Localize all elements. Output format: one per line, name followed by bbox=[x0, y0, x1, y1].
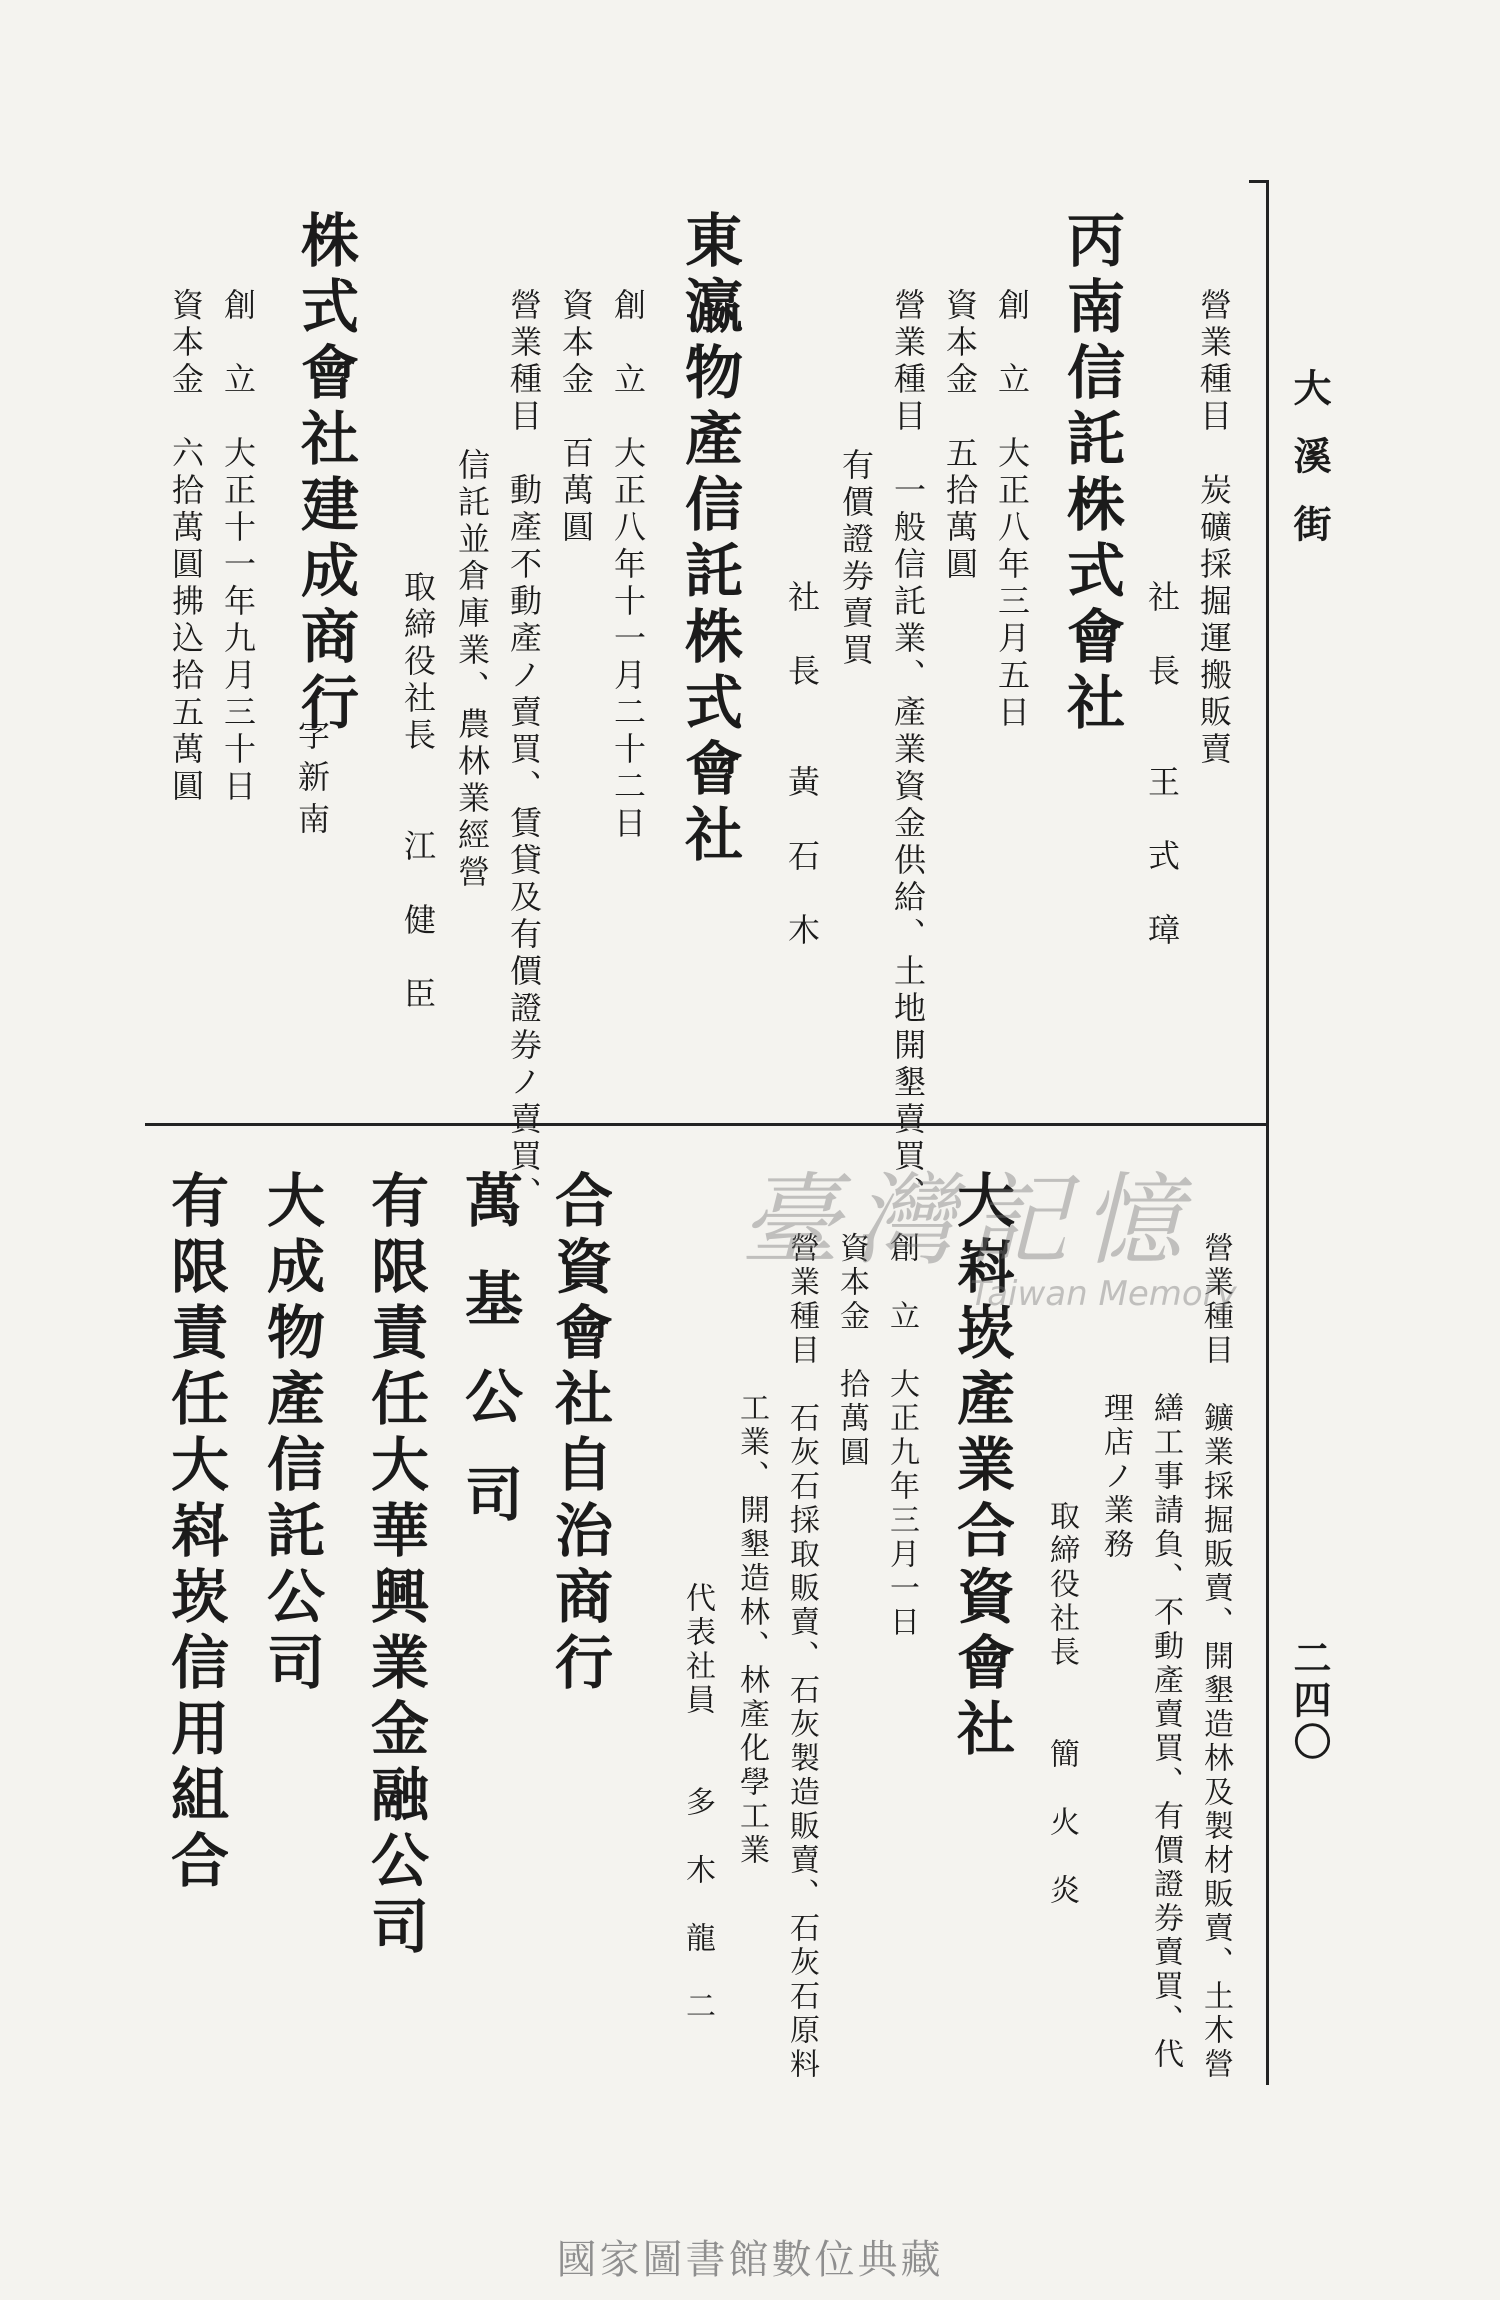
jiancheng-capital: 資本金 六拾萬圓拂込拾五萬圓 bbox=[167, 288, 205, 806]
prev-entry-business-line-3: 理店ノ業務 bbox=[1098, 1392, 1133, 1562]
bingnan-business-line-2: 有價證券賣買 bbox=[837, 448, 875, 670]
dongying-business-line-2: 信託並倉庫業、農林業經營 bbox=[453, 448, 491, 892]
bingnan-capital: 資本金 五拾萬圓 bbox=[941, 288, 979, 584]
daxi-coal-business-line-2: 工業、開墾造林、林產化學工業 bbox=[734, 1392, 769, 1868]
bingnan-founded: 創 立 大正八年三月五日 bbox=[993, 288, 1031, 732]
bingnan-officer: 社 長 黃 石 木 bbox=[783, 580, 821, 950]
dongying-officer: 取締役社長 江 健 臣 bbox=[399, 570, 437, 1014]
prev-entry-officer-bottom: 取締役社長 簡 火 炎 bbox=[1044, 1500, 1079, 1908]
prev-entry-officer: 社 長 王 式 璋 bbox=[1143, 580, 1181, 950]
prev-entry-business-line-1: 營業種目 鑛業採掘販賣、開墾造林及製材販賣、土木營 bbox=[1198, 1232, 1233, 2082]
dongying-business-line-1: 營業種目 動產不動產ノ賣買、賃貸及有價證券ノ賣買、 bbox=[505, 288, 543, 1213]
prev-entry-business: 營業種目 炭礦採掘運搬販賣 bbox=[1195, 288, 1233, 769]
company-title-jiancheng: 株式會社建成商行 bbox=[291, 210, 359, 738]
dongying-founded: 創 立 大正八年十一月二十二日 bbox=[609, 288, 647, 843]
company-title-daxi-coal: 大嵙崁產業合資會社 bbox=[947, 1170, 1015, 1764]
company-name-credit-union: 有限責任大嵙崁信用組合 bbox=[161, 1170, 229, 1896]
company-title-dongying: 東瀛物產信託株式會社 bbox=[675, 210, 743, 870]
running-header-place: 大溪街 bbox=[1287, 368, 1332, 572]
company-name-wanji: 萬基公司 bbox=[455, 1170, 523, 1562]
jiancheng-trade-name: 字新南 bbox=[293, 718, 331, 844]
daxi-coal-capital: 資本金 拾萬圓 bbox=[834, 1232, 869, 1470]
watermark-text: 臺灣記憶 bbox=[740, 1162, 1196, 1279]
section-divider-rule bbox=[145, 1123, 1269, 1126]
company-title-bingnan: 丙南信託株式會社 bbox=[1057, 210, 1125, 738]
company-name-dacheng: 大成物產信託公司 bbox=[257, 1170, 325, 1698]
footer-credit: 國家圖書館數位典藏 bbox=[556, 2237, 944, 2283]
jiancheng-founded: 創 立 大正十一年九月三十日 bbox=[219, 288, 257, 806]
daxi-coal-business-line-1: 營業種目 石灰石採取販賣、石灰製造販賣、石灰石原料 bbox=[784, 1232, 819, 2082]
watermark-subtext: Taiwan Memory bbox=[970, 1274, 1237, 1314]
dongying-capital: 資本金 百萬圓 bbox=[557, 288, 595, 547]
top-right-tick bbox=[1249, 180, 1269, 183]
daxi-coal-founded: 創 立 大正九年三月一日 bbox=[884, 1232, 919, 1640]
daxi-coal-officer: 代表社員 多 木 龍 二 bbox=[680, 1582, 715, 2024]
right-vertical-rule bbox=[1266, 180, 1269, 2085]
prev-entry-business-line-2: 繕工事請負、不動產賣買、有價證券賣買、代 bbox=[1148, 1392, 1183, 2072]
page-number: 二四〇 bbox=[1287, 1638, 1332, 1764]
taiwan-memory-watermark bbox=[740, 1140, 1260, 1320]
company-name-dahua: 有限責任大華興業金融公司 bbox=[361, 1170, 429, 1962]
company-name-zizhi: 合資會社自治商行 bbox=[545, 1170, 613, 1698]
bingnan-business-line-1: 營業種目 一般信託業、產業資金供給、土地開墾賣買、 bbox=[889, 288, 927, 1213]
